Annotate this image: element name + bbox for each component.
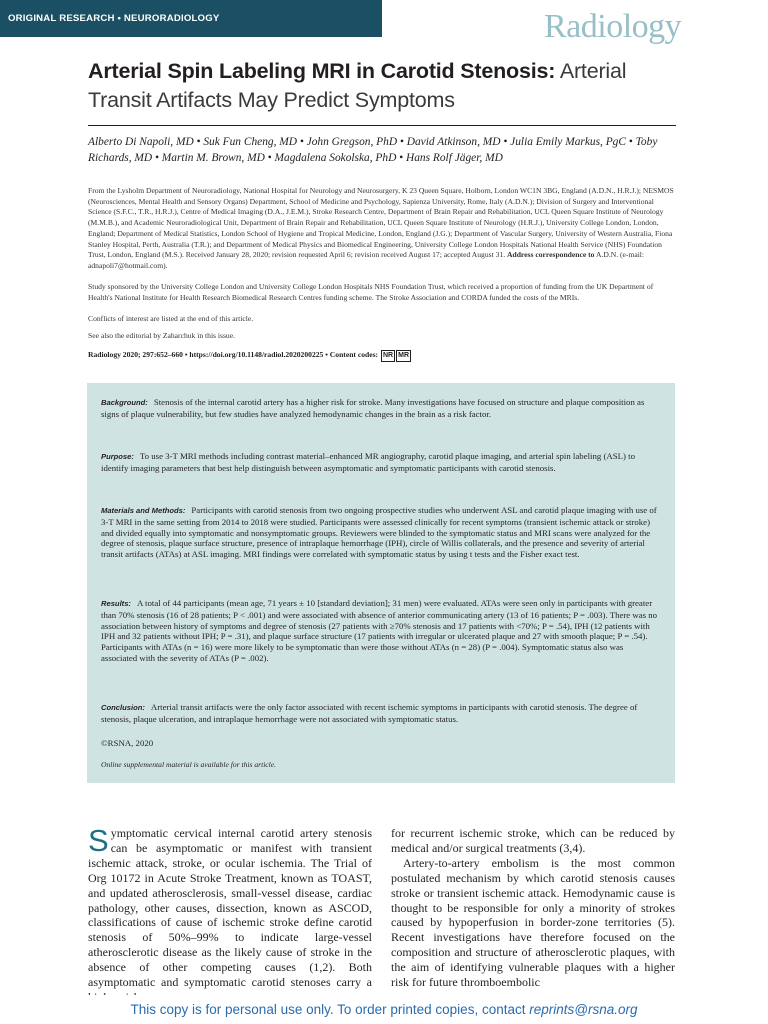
conflicts-note: Conflicts of interest are listed at the end of this article. <box>88 314 254 323</box>
content-code-nr: NR <box>381 350 395 362</box>
reprints-email-link[interactable]: reprints@rsna.org <box>529 1002 638 1017</box>
body-text-col1: ymptomatic cervical internal carotid artery stenosis can be asymptomatic or manifest with transient ischemic attack, stroke, or ocular ischemia. The Trial of Org 10172 in Acute Stroke Treatment, known as TOAST, and updated atherosclerosis, small-vessel disease, cardiac pathology, other causes, dissection, known as ASCOD, classifications of cause of ischemic stroke define carotid stenosis of 50%–99% to indicate large-vessel atherosclerotic disease as the likely cause of stroke in the absence of other competing causes (1,2). Both asymptomatic and symptomatic carotid stenoses carry a <box>88 826 372 990</box>
purpose-label: Purpose: <box>101 452 134 461</box>
body-text-col2-p2: Artery-to-artery embolism is the most common postulated mechanism by which carotid stenosis causes stroke or transient ischemic attack. Hemodynamic cause is thought to be responsible for only a minority of strokes caused by hypoperfusion in border-zone territories (5). Recent investigations have therefore focused on the composition and structure of atherosclerotic plaques, with the aim of identifying vulnerable plaques with a higher risk for future thromboembolic <box>391 855 675 990</box>
supplement-note: Online supplemental material is available for this article. <box>101 760 277 769</box>
article-title <box>88 57 688 115</box>
background-label: Background: <box>101 398 148 407</box>
journal-logo: Radiology <box>544 8 682 45</box>
title-rule <box>88 125 676 126</box>
abstract-background <box>101 397 661 420</box>
author-list: Alberto Di Napoli, MD • Suk Fun Cheng, MD • John Gregson, PhD • David Atkinson, MD • Julia Emily Markus, PgC • Toby Richards, MD • Martin M. Brown, MD • Magdalena Sokolska, PhD • Hans Rolf Jäger, MD <box>88 136 658 164</box>
abstract-conclusion <box>101 702 661 725</box>
content-code-mr: MR <box>396 350 411 362</box>
drop-cap: S <box>88 823 109 858</box>
body-text-col2-p1: for recurrent ischemic stroke, which can be reduced by medical and/or surgical treatments (3,4). <box>391 826 675 855</box>
results-label: Results: <box>101 599 131 608</box>
body-column-right <box>391 826 675 990</box>
study-support: Study sponsored by the University College London and University College London Hospitals NHS Foundation Trust, which received a proportion of funding from the UK Department of Health's National Institute for Health Research Biomedical Research Centres funding scheme. The Stroke Association and CORDA funded the costs of the MRIs. <box>88 282 654 302</box>
address-text: A.D.N. (e-mail: adnapoli7@hotmail.com). <box>88 250 645 270</box>
abstract-purpose <box>101 451 661 474</box>
abstract-methods <box>101 505 661 560</box>
title-subtitle: Arterial Transit Artifacts May Predict Symptoms <box>88 59 627 112</box>
purpose-text: To use 3-T MRI methods including contrast material–enhanced MR angiography, carotid plaque imaging, and arterial spin labeling (ASL) to identify imaging parameters that best help distinguish between asymptomatic and symptomatic participants with carotid stenosis. <box>101 451 635 473</box>
editorial-note: See also the editorial by Zaharchuk in this issue. <box>88 331 235 340</box>
methods-label: Materials and Methods: <box>101 506 186 515</box>
title-main: Arterial Spin Labeling MRI in Carotid Stenosis: <box>88 59 556 83</box>
section-label: ORIGINAL RESEARCH • NEURORADIOLOGY <box>0 0 382 37</box>
citation-line <box>88 350 411 362</box>
abstract-box <box>87 383 675 783</box>
footer-text: This copy is for personal use only. To order printed copies, contact <box>130 1002 530 1017</box>
methods-text: Participants with carotid stenosis from two ongoing prospective studies who underwent ASL and carotid plaque imaging with use of 3-T MRI in the same setting from 2014 to 2018 were studied. Participants were assessed clinically for recent symptoms (transient ischemic attack or stroke) and divided equally into symptomatic and nonsymptomatic groups. Reviewers were blinded to the symptomatic status and MRI scans were analyzed for the degree of stenosis, plaque surface structure, presence of intraplaque hemorrhage (IPH), circle of Willis collaterals, and the presence and severity of arterial transit artifacts (ATAs) at ASL imaging. MRI findings were correlated with symptomatic status by using t tests and the Fisher exact test. <box>101 505 657 560</box>
affiliations-text: From the Lysholm Department of Neuroradiology, National Hospital for Neurology and Neurosurgery, K 23 Queen Square, Holborn, London WC1N 3BG, England (A.D.N., H.R.J.); NESMOS (Neurosciences, Mental Health and Sensory Organs) Department, School of Medicine and Psychology, Sapienza University, Rome, Italy (A.D.N.); Division of Surgery and Interventional Science (S.F.C., T.R., H.R.J.), Centre of Medical Imaging (D.A., J.E.M.), Stroke Research Centre, Department of Brain Repair and Rehabilitation, UCL Queen Square Institute of Neurology (M.M.B.), and Academic Neuroradiological Unit, Department of Brain Repair and Rehabilitation, UCL Queen Square Institute of Neurology (H.R.J.), University College London, London, England; Department of Medical Statistics, London School of Hygiene and Tropical Medicine, London, England (J.G.); Department of Vascular Surgery, University of Western Australia, Fiona Stanley Hospital, Perth, Australia (T.R.); and Department of Medical Physics and Biomedical Engineering, University College London Hospitals National Health Service (NHS) Foundation Trust, London, England (M.S.). Received January 28, 2020; revision requested April 6; revision received August 17; accepted August 31. <box>88 186 674 260</box>
conclusion-text: Arterial transit artifacts were the only factor associated with recent ischemic symptoms in participants with carotid stenosis. The degree of stenosis, plaque ulceration, and intraplaque hemorrhage were not associated with symptomatic status. <box>101 702 638 724</box>
results-text: A total of 44 participants (mean age, 71 years ± 10 [standard deviation]; 31 men) were evaluated. ATAs were seen only in participants with greater than 70% stenosis (16 of 28 patients; P < .001) and were associated with absence of anterior communicating artery (13 of 16 patients; P = .003). There was no association between history of symptoms and degree of stenosis (27 patients with ≥70% stenosis and 17 patients with <70%; P = .54), IPH (12 patients with IPH and 32 patients without IPH; P = .31), and plaque surface structure (17 patients with irregular or ulcerated plaque and 27 with smooth plaque; P = .54). Participants with ATAs (n = 16) were more likely to be symptomatic than were those without ATAs (n = 28) (P = .004). Symptomatic status also was associated with the severity of ATAs (P = .002). <box>101 598 658 663</box>
background-text: Stenosis of the internal carotid artery has a higher risk for stroke. Many investigations have focused on structure and plaque composition as signs of plaque vulnerability, but few studies have analyzed hemodynamic changes in the brain as a risk factor. <box>101 397 645 419</box>
conclusion-label: Conclusion: <box>101 703 145 712</box>
reprint-footer <box>0 995 768 1024</box>
affiliations <box>88 186 678 272</box>
body-column-left <box>88 823 372 1005</box>
abstract-results <box>101 598 661 664</box>
abstract-copyright: ©RSNA, 2020 <box>101 738 154 748</box>
address-label: Address correspondence to <box>507 250 595 260</box>
citation-text[interactable]: Radiology 2020; 297:652–660 • https://doi.org/10.1148/radiol.2020200225 • Content codes: <box>88 350 379 359</box>
